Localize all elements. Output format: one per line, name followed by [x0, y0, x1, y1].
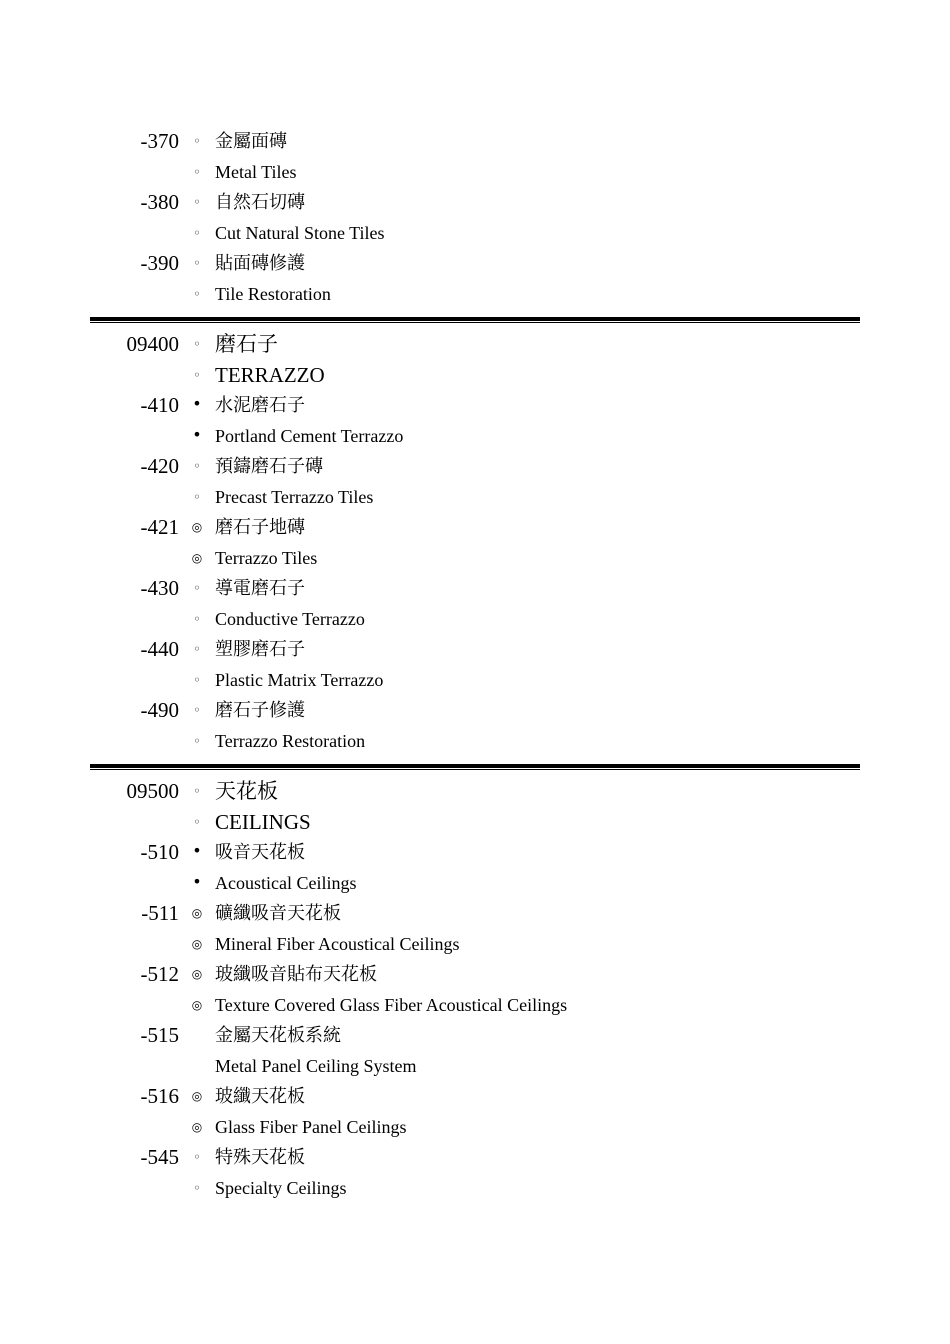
entry-row-zh	[0, 1022, 950, 1053]
entry-row-zh	[0, 1144, 950, 1175]
title-chinese: 玻纖天花板	[215, 1086, 305, 1106]
section-code: 09400	[126, 332, 179, 356]
entry-row-en	[0, 159, 950, 190]
section-code: -515	[140, 1023, 179, 1047]
list-marker: •	[192, 424, 202, 444]
entry-row-zh	[0, 189, 950, 220]
title-english: TERRAZZO	[215, 362, 325, 387]
title-chinese: 自然石切磚	[215, 192, 305, 212]
title-english: Mineral Fiber Acoustical Ceilings	[215, 933, 460, 954]
list-marker: ◦	[193, 286, 201, 301]
entry-row-en	[0, 423, 950, 454]
title-chinese: 塑膠磨石子	[215, 639, 305, 659]
list-marker: ◦	[193, 1180, 201, 1195]
divider-thick-line	[90, 317, 860, 321]
entry-row-zh	[0, 514, 950, 545]
entry-row-zh	[0, 900, 950, 931]
title-english: Conductive Terrazzo	[215, 608, 365, 629]
list-marker: ◦	[193, 134, 201, 148]
list-marker: ◦	[193, 672, 201, 687]
entry-row-zh	[0, 392, 950, 423]
section-code: -430	[140, 576, 179, 600]
divider-thin-line	[90, 769, 860, 770]
list-marker: ◦	[193, 1150, 201, 1164]
list-marker: ◦	[193, 814, 201, 829]
title-chinese: 天花板	[215, 779, 278, 803]
list-marker: ◦	[193, 784, 201, 798]
section-divider	[0, 311, 950, 331]
title-english: Plastic Matrix Terrazzo	[215, 669, 384, 690]
list-marker: ◦	[193, 195, 201, 209]
entry-row-en	[0, 1175, 950, 1206]
section-code: -410	[140, 393, 179, 417]
list-marker: ◦	[193, 225, 201, 240]
list-marker: ◦	[193, 611, 201, 626]
section-code: -440	[140, 637, 179, 661]
entry-row-en	[0, 545, 950, 576]
list-marker: ◎	[191, 906, 203, 920]
title-chinese: 磨石子地磚	[215, 517, 305, 537]
title-english: Metal Panel Ceiling System	[215, 1055, 417, 1076]
list-marker: ◦	[193, 703, 201, 717]
entry-row-en	[0, 870, 950, 901]
section-code: -490	[140, 698, 179, 722]
list-marker: ◦	[193, 367, 201, 382]
list-marker: ◎	[191, 936, 203, 951]
list-marker: ◦	[193, 581, 201, 595]
list-marker: ◎	[191, 520, 203, 534]
section-code: -516	[140, 1084, 179, 1108]
list-marker: ◎	[191, 1089, 203, 1103]
entry-row-en	[0, 931, 950, 962]
list-marker: ◦	[193, 337, 201, 351]
list-marker: ◦	[193, 256, 201, 270]
entry-row-en	[0, 667, 950, 698]
title-english: CEILINGS	[215, 809, 311, 834]
title-chinese: 吸音天花板	[215, 842, 305, 862]
list-marker: ◎	[191, 967, 203, 981]
entry-row-en	[0, 992, 950, 1023]
entry-row-zh	[0, 839, 950, 870]
list-marker: ◦	[193, 489, 201, 504]
section-code: -380	[140, 190, 179, 214]
list-marker: •	[192, 394, 202, 413]
title-english: Terrazzo Tiles	[215, 547, 318, 568]
section-code: -420	[140, 454, 179, 478]
section-code: 09500	[126, 779, 179, 803]
section-heading-zh	[0, 778, 950, 809]
title-chinese: 玻纖吸音貼布天花板	[215, 964, 377, 984]
title-english: Portland Cement Terrazzo	[215, 425, 404, 446]
title-chinese: 金屬天花板系統	[215, 1025, 341, 1045]
entry-row-en	[0, 1114, 950, 1145]
entry-row-zh	[0, 250, 950, 281]
spec-section-list	[0, 128, 950, 1205]
title-english: Glass Fiber Panel Ceilings	[215, 1116, 407, 1137]
entry-row-zh	[0, 575, 950, 606]
title-chinese: 水泥磨石子	[215, 395, 305, 415]
title-english: Metal Tiles	[215, 161, 297, 182]
title-english: Terrazzo Restoration	[215, 730, 366, 751]
section-code: -370	[140, 129, 179, 153]
entry-row-zh	[0, 697, 950, 728]
title-chinese: 礦纖吸音天花板	[215, 903, 341, 923]
title-chinese: 貼面磚修護	[215, 253, 305, 273]
section-code: -512	[140, 962, 179, 986]
title-chinese: 磨石子	[215, 332, 278, 356]
entry-row-zh	[0, 453, 950, 484]
section-divider	[0, 758, 950, 778]
entry-row-zh	[0, 1083, 950, 1114]
list-marker: ◎	[191, 1119, 203, 1134]
title-english: Acoustical Ceilings	[215, 872, 357, 893]
list-marker: ◎	[191, 550, 203, 565]
section-code: -390	[140, 251, 179, 275]
section-heading-en	[0, 362, 950, 393]
title-chinese: 金屬面磚	[215, 131, 287, 151]
list-marker: ◎	[191, 997, 203, 1012]
entry-row-zh	[0, 636, 950, 667]
entry-row-en	[0, 606, 950, 637]
list-marker: ◦	[193, 459, 201, 473]
entry-row-en	[0, 281, 950, 312]
list-marker: ◦	[193, 733, 201, 748]
divider-thick-line	[90, 764, 860, 768]
title-english: Tile Restoration	[215, 283, 331, 304]
section-heading-zh	[0, 331, 950, 362]
title-chinese: 預鑄磨石子磚	[215, 456, 323, 476]
title-english: Cut Natural Stone Tiles	[215, 222, 385, 243]
list-marker: •	[192, 841, 202, 860]
list-marker: ◦	[193, 164, 201, 179]
section-code: -421	[140, 515, 179, 539]
title-english: Texture Covered Glass Fiber Acoustical Ceilings	[215, 994, 568, 1015]
entry-row-en	[0, 484, 950, 515]
title-chinese: 導電磨石子	[215, 578, 305, 598]
list-marker: •	[192, 871, 202, 891]
section-heading-en	[0, 809, 950, 840]
title-chinese: 磨石子修護	[215, 700, 305, 720]
entry-row-en	[0, 220, 950, 251]
title-english: Specialty Ceilings	[215, 1177, 347, 1198]
section-code: -511	[141, 901, 179, 925]
section-code: -545	[140, 1145, 179, 1169]
divider-thin-line	[90, 322, 860, 323]
entry-row-zh	[0, 961, 950, 992]
section-code: -510	[140, 840, 179, 864]
title-chinese: 特殊天花板	[215, 1147, 305, 1167]
entry-row-en	[0, 728, 950, 759]
title-english: Precast Terrazzo Tiles	[215, 486, 374, 507]
entry-row-zh	[0, 128, 950, 159]
entry-row-en	[0, 1053, 950, 1084]
list-marker: ◦	[193, 642, 201, 656]
